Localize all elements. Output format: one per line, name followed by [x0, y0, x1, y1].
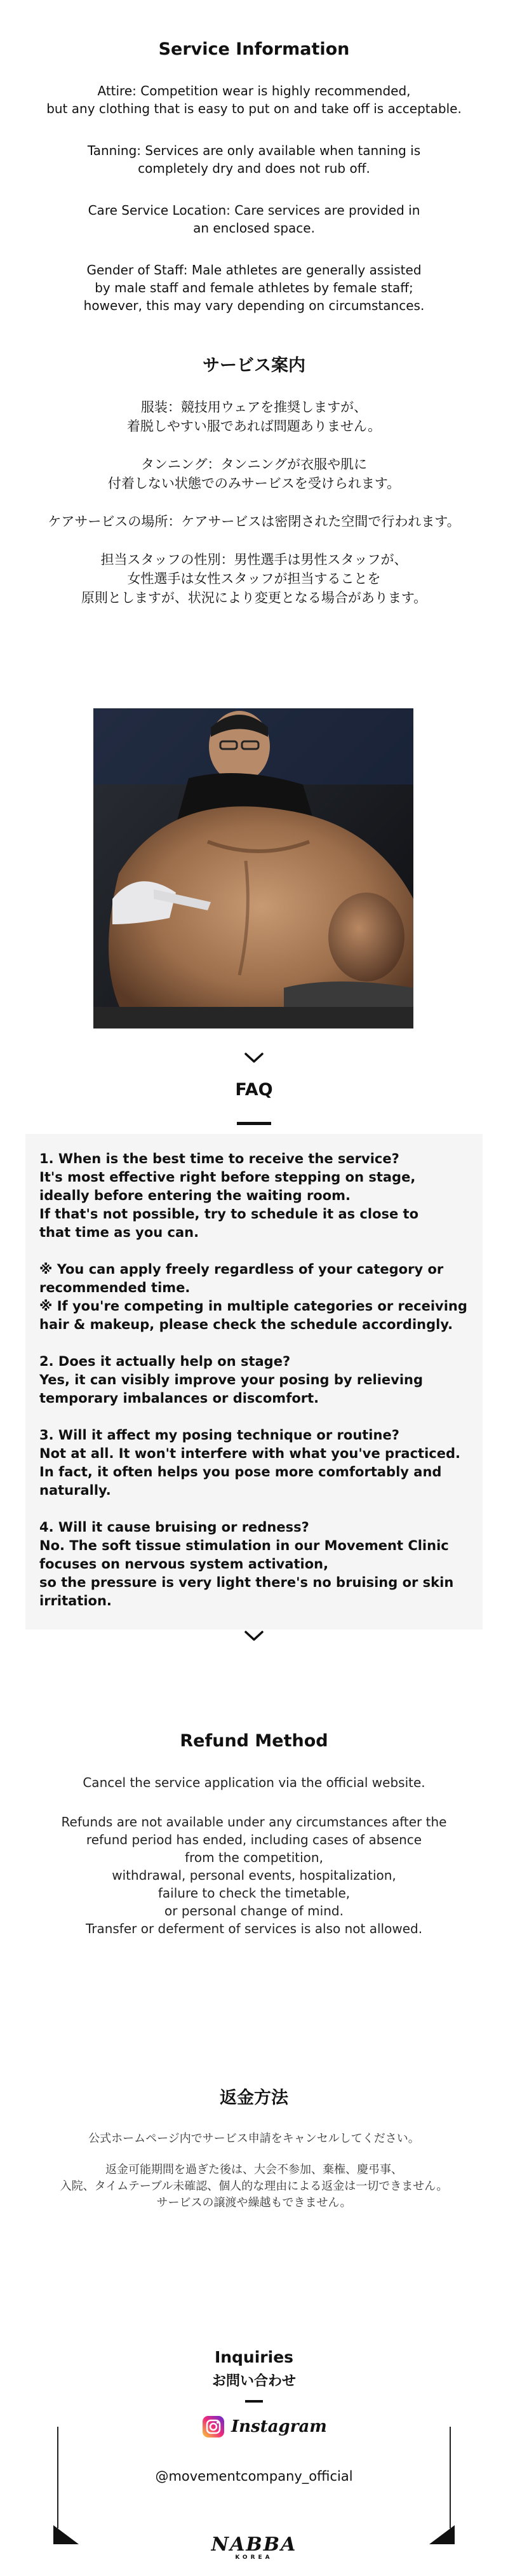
service-info-jp: [0, 351, 508, 607]
service-title-en: Service Information: [158, 39, 350, 59]
gender-text-jp: 担当スタッフの性別：男性選手は男性スタッフが、 女性選手は女性スタッフが担当することを 原則としますが、状況により変更となる場合があります。: [81, 552, 427, 605]
chevron-down-icon: [244, 1051, 264, 1064]
tanning-text-en: Tanning: Services are only available when tanning is completely dry and does not rub off.: [87, 143, 421, 176]
logo-sub: KOREA: [235, 2554, 273, 2561]
instagram-label: Instagram: [231, 2417, 327, 2436]
instagram-handle[interactable]: @movementcompany_official: [155, 2469, 353, 2484]
attire-text-jp: 服装：競技用ウェアを推奨しますが、 着脱しやすい服であれば問題ありません。: [126, 400, 382, 434]
refund-title-jp: 返金方法: [220, 2088, 288, 2108]
refund-line1-en: Cancel the service application via the official website.: [83, 1775, 425, 1790]
refund-body-en: Refunds are not available under any circumstances after the refund period has ended, including cases of absence from the competition, withdrawal, personal events, hospitalization, failure to check the timetable, or personal change of mind. Transfer or deferment of services is also not allowed.: [61, 1814, 447, 1936]
inquiries-title-en: Inquiries: [214, 2348, 294, 2366]
nabba-logo: [0, 2533, 508, 2561]
service-photo: [93, 708, 413, 1028]
instagram-link[interactable]: [202, 2414, 327, 2439]
refund-section-jp: [0, 2084, 508, 2211]
inquiries-title-jp: お問い合わせ: [211, 2373, 296, 2389]
faq-item: 1. When is the best time to receive the service? It's most effective right before stepping on stage, ideally before entering the waiting room. If that's not possible, try to schedule it as close to that time as you can.: [39, 1151, 419, 1240]
faq-header: [0, 1080, 508, 1100]
chevron-down-icon: [244, 1629, 264, 1642]
faq-list: [39, 1150, 484, 1629]
faq-divider: [237, 1122, 271, 1125]
instagram-icon: [202, 2415, 225, 2438]
faq-title: FAQ: [235, 1080, 273, 1100]
inquiries-divider: [245, 2400, 263, 2403]
location-text-jp: ケアサービスの場所：ケアサービスは密閉された空間で行われます。: [48, 514, 460, 529]
faq-item: 4. Will it cause bruising or redness? No. The soft tissue stimulation in our Movement Clinic focuses on nervous system activation, so the pressure is very light there's no bruising or skin irritation.: [39, 1520, 454, 1608]
inquiries-section: [0, 2348, 508, 2390]
refund-line1-jp: 公式ホームページ内でサービス申請をキャンセルしてください。: [88, 2132, 420, 2145]
attire-text-en: Attire: Competition wear is highly recommended, but any clothing that is easy to put on and take off is acceptable.: [46, 83, 462, 116]
logo-text: NABBA: [211, 2533, 297, 2556]
location-text-en: Care Service Location: Care services are provided in an enclosed space.: [88, 203, 420, 236]
gender-text-en: Gender of Staff: Male athletes are generally assisted by male staff and female athletes by female staff; however, this may vary depending on circumstances.: [83, 262, 425, 313]
refund-title-en: Refund Method: [180, 1731, 328, 1751]
faq-item: ※ You can apply freely regardless of your category or recommended time. ※ If you're competing in multiple categories or receiving hair & makeup, please check the schedule accordingly.: [39, 1262, 467, 1332]
service-title-jp: サービス案内: [203, 356, 305, 375]
service-info-en: [0, 39, 508, 314]
tanning-text-jp: タンニング：タンニングが衣服や肌に 付着しない状態でのみサービスを受けられます。: [107, 457, 401, 491]
faq-item: 3. Will it affect my posing technique or routine? Not at all. It won't interfere with what you've practiced. In fact, it often helps you pose more comfortably and naturally.: [39, 1427, 460, 1498]
faq-item: 2. Does it actually help on stage? Yes, it can visibly improve your posing by relieving temporary imbalances or discomfort.: [39, 1354, 424, 1406]
refund-section-en: [0, 1731, 508, 1938]
refund-body-jp: 返金可能期間を過ぎた後は、大会不参加、棄権、慶弔事、 入院、タイムテーブル未確認、個人的な理由による返金は一切できません。 サービスの譲渡や繰越もできません。: [60, 2163, 448, 2209]
